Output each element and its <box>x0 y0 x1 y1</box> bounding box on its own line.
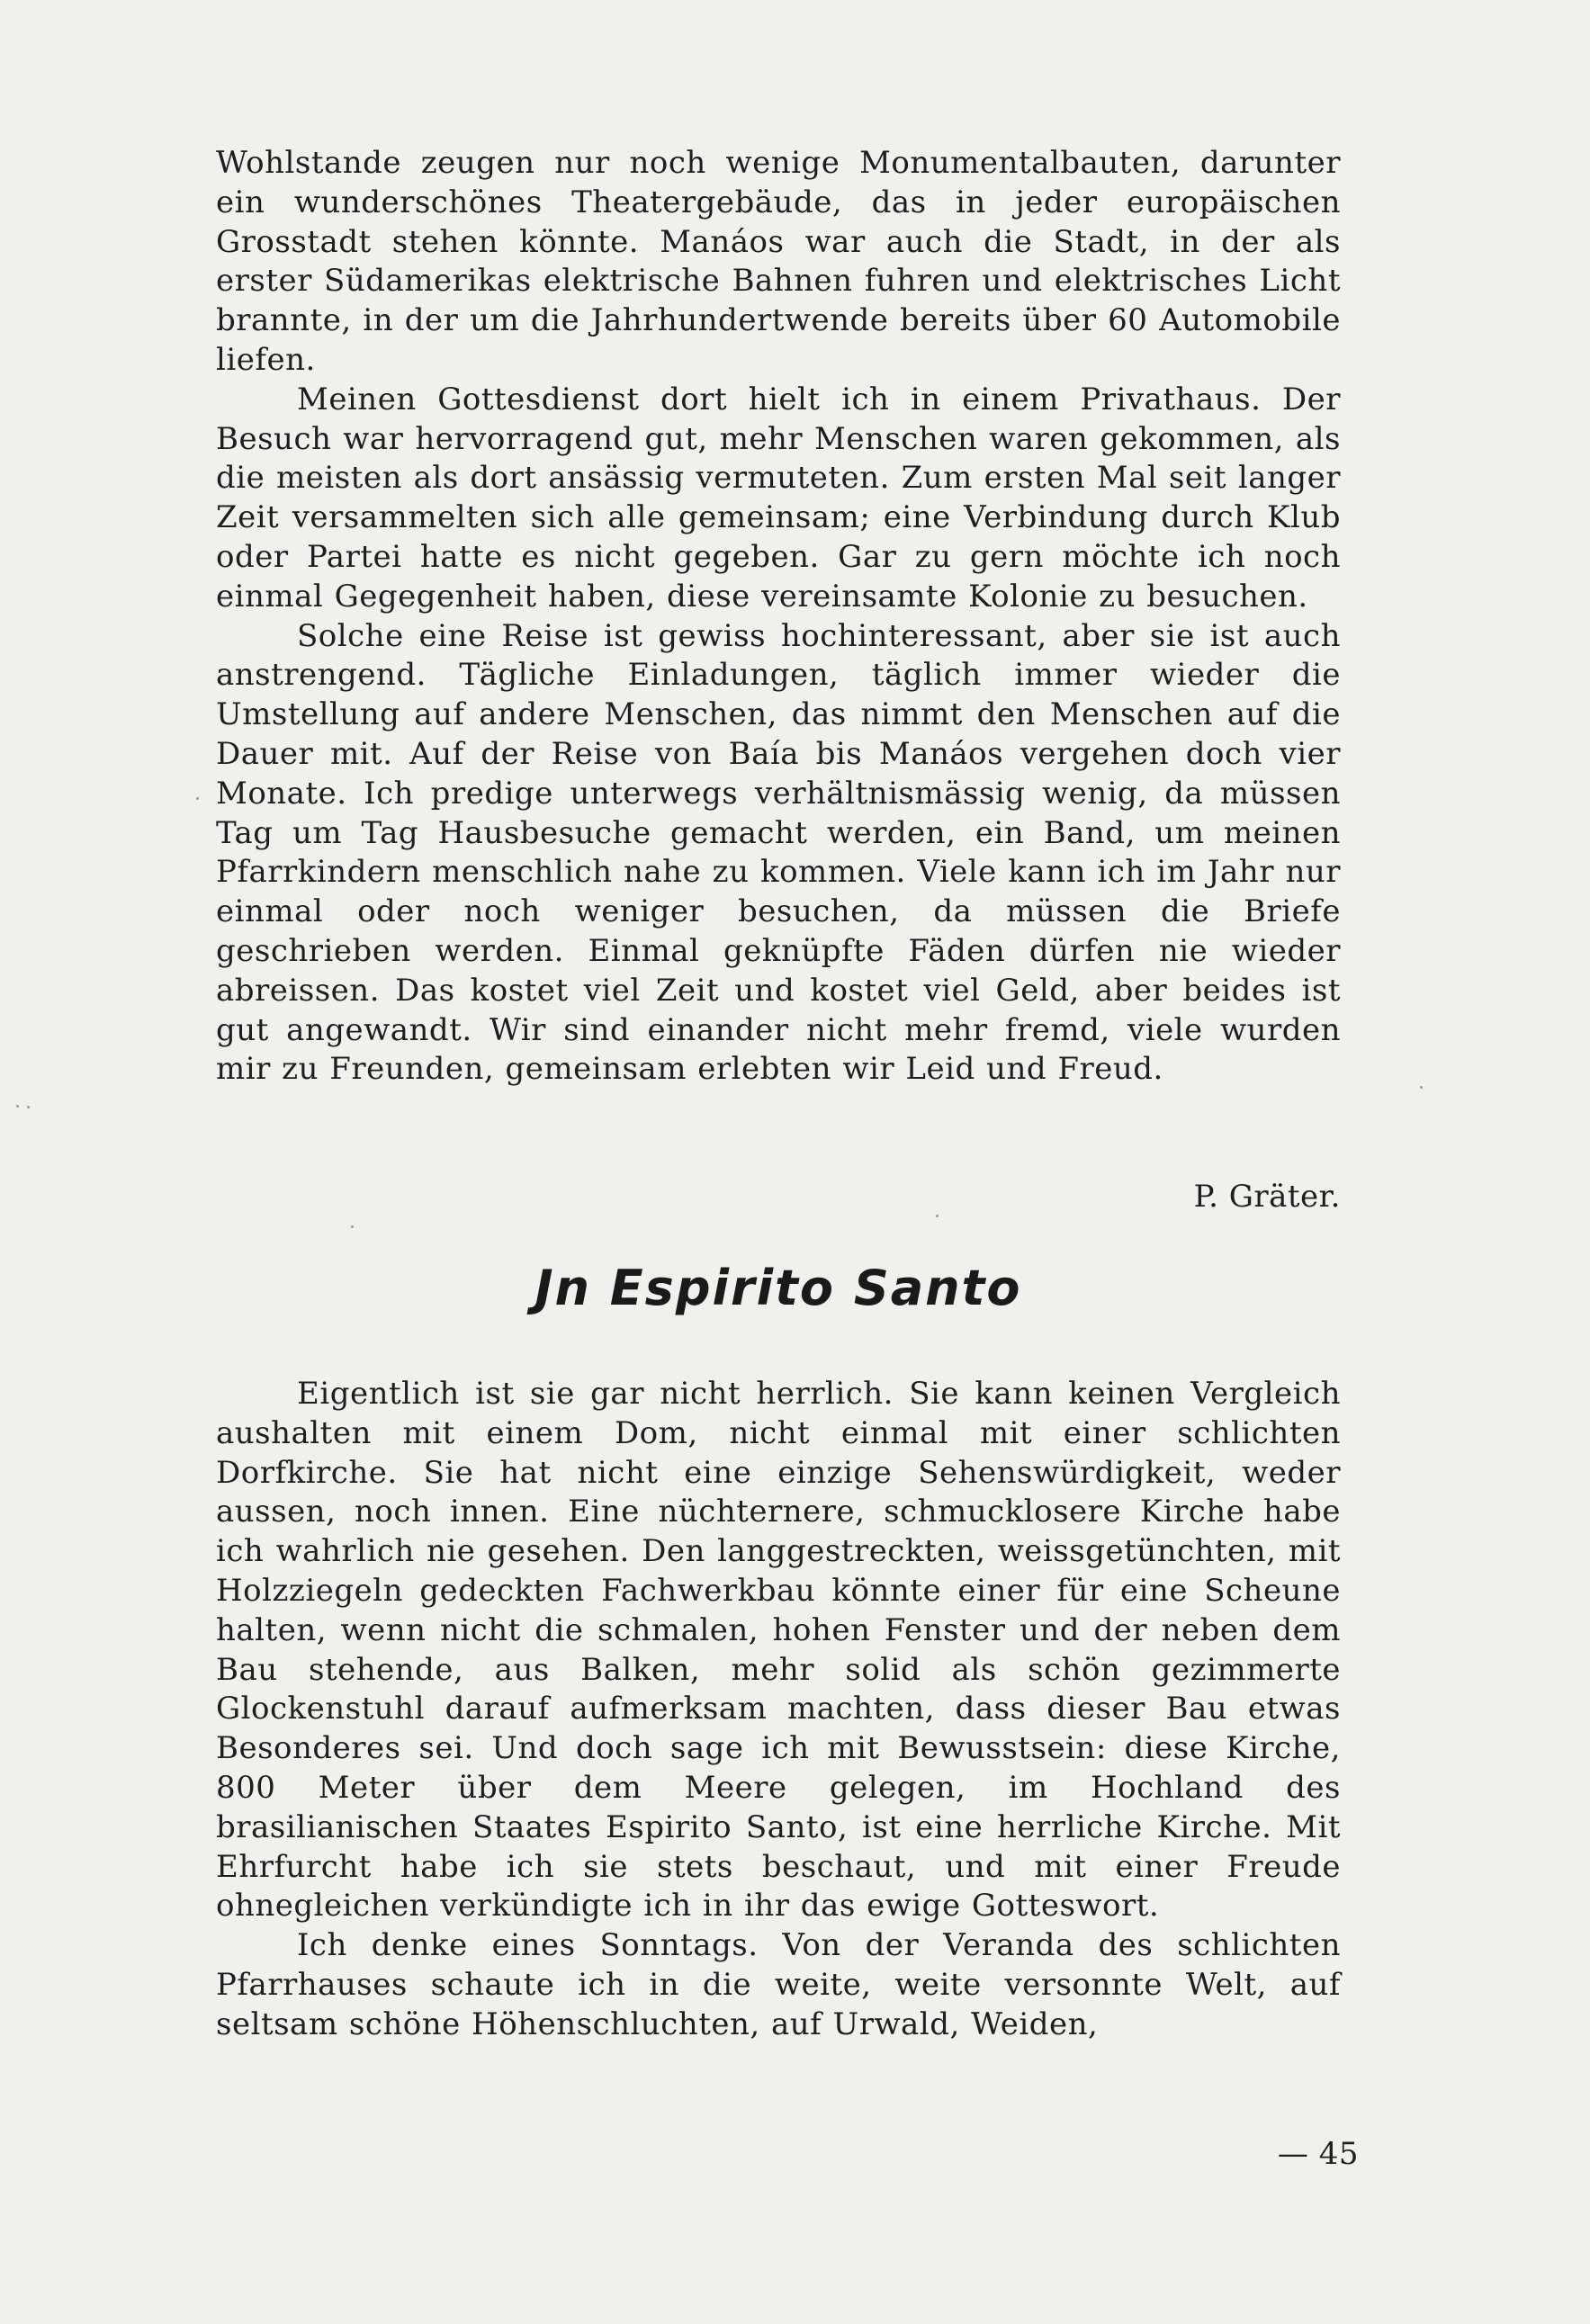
paper-speck <box>351 1225 354 1228</box>
paper-speck <box>936 1215 939 1217</box>
author-signature: P. Gräter. <box>1193 1179 1341 1215</box>
paper-speck <box>27 1106 30 1108</box>
paragraph: Meinen Gottesdienst dort hielt ich in einem Privathaus. Der Besuch war hervorragend gut, mehr Menschen waren gekommen, als die meisten als dort ansässig vermuteten. Zum ersten Mal seit langer Zeit versammelten sich alle gemeinsam; eine Verbindung durch Klub oder Partei hatte es nicht gegeben. Gar zu gern möchte ich noch einmal Gegegenheit haben, diese vereinsamte Kolonie zu besuchen. <box>216 381 1341 615</box>
article-continuation <box>216 144 1341 1090</box>
page-number: — 45 <box>1277 2136 1359 2172</box>
paragraph: Solche eine Reise ist gewiss hochinteressant, aber sie ist auch anstrengend. Tägliche Einladungen, täglich immer wieder die Umstellung auf andere Menschen, das nimmt den Menschen auf die Dauer mit. Auf der Reise von Baía bis Manáos vergehen doch vier Monate. Ich predige unterwegs verhältnismässig wenig, da müssen Tag um Tag Hausbesuche gemacht werden, ein Band, um meinen Pfarrkindern menschlich nahe zu kommen. Viele kann ich im Jahr nur einmal oder noch weniger besuchen, da müssen die Briefe geschrieben werden. Einmal geknüpfte Fäden dürfen nie wieder abreissen. Das kostet viel Zeit und kostet viel Geld, aber beides ist gut angewandt. Wir sind einander nicht mehr fremd, viele wurden mir zu Freunden, gemeinsam erlebten wir Leid und Freud. <box>216 617 1341 1088</box>
paper-speck <box>16 1105 19 1108</box>
section-body <box>216 1375 1341 2045</box>
paragraph: Wohlstande zeugen nur noch wenige Monumentalbauten, darunter ein wunderschönes Theatergebäude, das in jeder europäischen Grosstadt stehen könnte. Manáos war auch die Stadt, in der als erster Südamerikas elektrische Bahnen fuhren und elektrisches Licht brannte, in der um die Jahrhundertwende bereits über 60 Automobile liefen. <box>216 145 1341 378</box>
paragraph: Eigentlich ist sie gar nicht herrlich. Sie kann keinen Vergleich aushalten mit einem Dom, nicht einmal mit einer schlichten Dorfkirche. Sie hat nicht eine einzige Sehenswürdigkeit, weder aussen, noch innen. Eine nüchternere, schmucklosere Kirche habe ich wahrlich nie gesehen. Den langgestreckten, weissgetünchten, mit Holzziegeln gedeckten Fachwerkbau könnte einer für eine Scheune halten, wenn nicht die schmalen, hohen Fenster und der neben dem Bau stehende, aus Balken, mehr solid als schön gezimmerte Glockenstuhl darauf aufmerksam machten, dass dieser Bau etwas Besonderes sei. Und doch sage ich mit Bewusstsein: diese Kirche, 800 Meter über dem Meere gelegen, im Hochland des brasilianischen Staates Espirito Santo, ist eine herrliche Kirche. Mit Ehrfurcht habe ich sie stets beschaut, und mit einer Freude ohnegleichen verkündigte ich in ihr das ewige Gotteswort. <box>216 1376 1341 1925</box>
section-heading: Jn Espirito Santo <box>534 1260 1022 1316</box>
paragraph: Ich denke eines Sonntags. Von der Veranda des schlichten Pfarrhauses schaute ich in die weite, weite versonnte Welt, auf seltsam schöne Höhenschluchten, auf Urwald, Weiden, <box>216 1927 1341 2042</box>
paper-speck <box>196 797 199 800</box>
paper-speck <box>1420 1086 1423 1089</box>
